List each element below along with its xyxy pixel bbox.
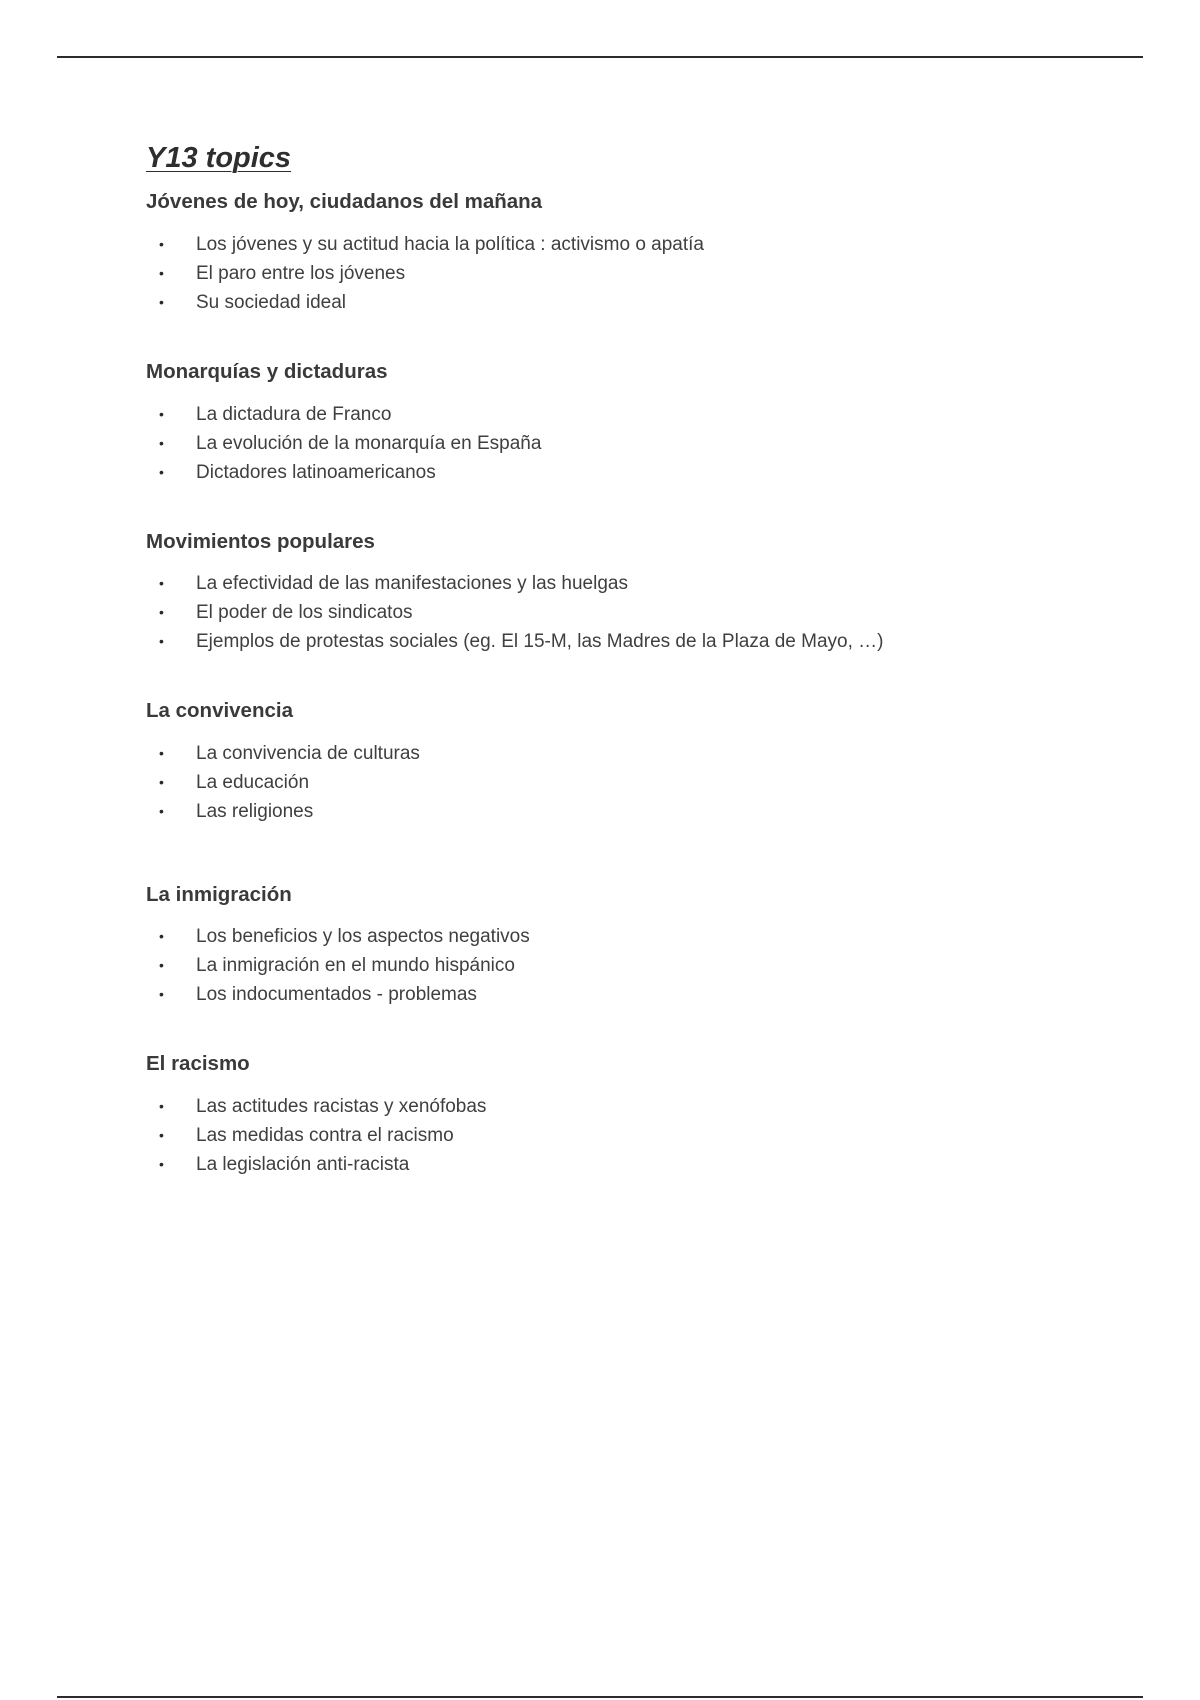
- list-item-text: La evolución de la monarquía en España: [196, 432, 542, 454]
- list-item-text: Los indocumentados - problemas: [196, 984, 477, 1006]
- list-item-text: Las religiones: [196, 800, 314, 822]
- bullet-list: [146, 922, 1106, 1009]
- list-item: [146, 1121, 1106, 1150]
- list-item-text: La legislación anti-racista: [196, 1154, 410, 1176]
- list-item-text: Los beneficios y los aspectos negativos: [196, 926, 530, 948]
- top-page-rule: [57, 56, 1143, 58]
- bullet-icon: •: [159, 1127, 164, 1144]
- bullet-icon: •: [159, 235, 164, 252]
- list-item: [146, 1150, 1106, 1179]
- list-item-text: Dictadores latinoamericanos: [196, 461, 436, 483]
- section-heading: La convivencia: [146, 699, 293, 723]
- list-item: [146, 739, 1106, 768]
- topic-section: [146, 882, 1106, 1010]
- bullet-icon: •: [159, 1156, 164, 1173]
- document-title: Y13 topics: [146, 142, 292, 174]
- section-heading: La inmigración: [146, 882, 292, 906]
- list-item: [146, 1092, 1106, 1121]
- list-item: [146, 598, 1106, 627]
- topic-section: [146, 189, 1106, 317]
- list-item: [146, 951, 1106, 980]
- list-item: [146, 980, 1106, 1009]
- bullet-icon: •: [159, 928, 164, 945]
- bullet-list: [146, 569, 1106, 656]
- list-item: [146, 569, 1106, 598]
- bullet-icon: •: [159, 986, 164, 1003]
- list-item-text: La educación: [196, 771, 310, 793]
- list-item: [146, 922, 1106, 951]
- list-item: [146, 627, 1106, 656]
- bullet-icon: •: [159, 802, 164, 819]
- list-item-text: Las actitudes racistas y xenófobas: [196, 1096, 487, 1118]
- list-item: [146, 230, 1106, 259]
- bullet-list: [146, 400, 1106, 487]
- bullet-icon: •: [159, 434, 164, 451]
- bullet-icon: •: [159, 744, 164, 761]
- list-item-text: Su sociedad ideal: [196, 291, 346, 313]
- list-item-text: La inmigración en el mundo hispánico: [196, 955, 515, 977]
- list-item-text: La dictadura de Franco: [196, 403, 392, 425]
- list-item-text: El poder de los sindicatos: [196, 602, 413, 624]
- list-item: [146, 768, 1106, 797]
- topic-section: [146, 529, 1106, 657]
- topic-section: [146, 1051, 1106, 1179]
- list-item-text: La convivencia de culturas: [196, 742, 420, 764]
- section-heading: Jóvenes de hoy, ciudadanos del mañana: [146, 190, 543, 214]
- list-item-text: El paro entre los jóvenes: [196, 262, 406, 284]
- list-item: [146, 259, 1106, 288]
- bullet-icon: •: [159, 957, 164, 974]
- topic-section: [146, 359, 1106, 487]
- list-item-text: Los jóvenes y su actitud hacia la política : activismo o apatía: [196, 233, 704, 255]
- bullet-icon: •: [159, 604, 164, 621]
- section-heading: El racismo: [146, 1052, 250, 1076]
- bullet-icon: •: [159, 463, 164, 480]
- list-item-text: La efectividad de las manifestaciones y las huelgas: [196, 573, 628, 595]
- list-item: [146, 458, 1106, 487]
- bullet-list: [146, 1092, 1106, 1179]
- section-heading: Monarquías y dictaduras: [146, 359, 388, 383]
- list-item-text: Ejemplos de protestas sociales (eg. El 15-M, las Madres de la Plaza de Mayo, …): [196, 631, 884, 653]
- bullet-icon: •: [159, 293, 164, 310]
- bottom-page-rule: [57, 1696, 1143, 1698]
- bullet-icon: •: [159, 405, 164, 422]
- section-heading: Movimientos populares: [146, 529, 375, 553]
- list-item: [146, 288, 1106, 317]
- list-item-text: Las medidas contra el racismo: [196, 1125, 454, 1147]
- list-item: [146, 400, 1106, 429]
- bullet-icon: •: [159, 633, 164, 650]
- list-item: [146, 429, 1106, 458]
- topic-sections: [146, 189, 1106, 1179]
- bullet-icon: •: [159, 575, 164, 592]
- topic-section: [146, 698, 1106, 826]
- bullet-list: [146, 230, 1106, 317]
- list-item: [146, 797, 1106, 826]
- document-body: [146, 140, 1106, 1179]
- bullet-icon: •: [159, 264, 164, 281]
- bullet-list: [146, 739, 1106, 826]
- bullet-icon: •: [159, 773, 164, 790]
- bullet-icon: •: [159, 1098, 164, 1115]
